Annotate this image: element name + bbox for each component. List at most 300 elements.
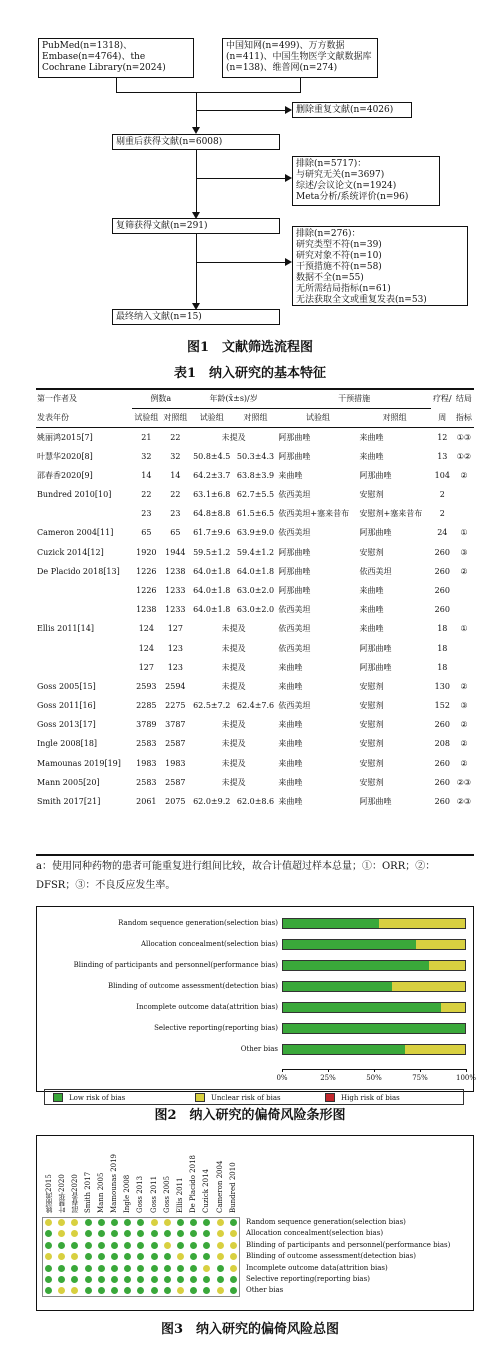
bias-bar-segment-unclear xyxy=(441,1003,465,1012)
table-cell: 64.8±8.8 xyxy=(193,509,231,519)
table-cell: 2594 xyxy=(165,681,186,691)
study-label: Mamounas 2019 xyxy=(110,1153,118,1213)
table-row xyxy=(36,773,474,792)
domain-label: Blinding of outcome assessment(detection bias) xyxy=(246,1252,417,1261)
table-cell: 123 xyxy=(167,662,183,672)
table-cell: 62.4±7.6 xyxy=(236,701,275,711)
table-row xyxy=(36,427,474,446)
connector xyxy=(116,78,117,92)
table-cell: Mamounas 2019[19] xyxy=(37,758,121,768)
table-cell xyxy=(36,638,132,657)
table-cell: 260 xyxy=(434,777,450,787)
table-cell xyxy=(454,658,474,677)
table-cell: 来曲唑 xyxy=(278,681,303,691)
table-cell: ③ xyxy=(460,547,468,557)
flow-box-chinese-databases: 中国知网(n=499)、万方数据(n=411)、中国生物医学文献数据库(n=138)、维普网(n=274) xyxy=(222,38,378,78)
domain-label: Other bias xyxy=(246,1286,284,1295)
table-cell: 依西美坦 xyxy=(278,701,311,711)
table-cell: ③ xyxy=(460,701,468,711)
table-cell: ①③ xyxy=(456,432,472,442)
table-cell: 2583 xyxy=(136,777,157,787)
table-cell: 依西美坦 xyxy=(278,528,311,538)
table-cell: 阿那曲唑 xyxy=(359,662,392,672)
flow-box-english-databases: PubMed(n=1318)、Embase(n=4764)、the Cochrane Library(n=2024) xyxy=(38,38,194,78)
table-cell: 32 xyxy=(170,451,181,461)
bias-bar xyxy=(282,960,466,971)
table-row xyxy=(36,677,474,696)
table-cell: 安慰剂 xyxy=(359,720,384,730)
table-cell: 63.9±9.0 xyxy=(236,528,275,538)
table-row xyxy=(36,562,474,581)
table-cell: 依西美坦 xyxy=(359,566,392,576)
table-cell: 22 xyxy=(141,490,152,500)
table-cell: Ellis 2011[14] xyxy=(37,624,94,634)
table-header-cell: 试验组 xyxy=(277,408,358,427)
table-cell: Ingle 2008[18] xyxy=(37,739,98,749)
table-cell: 邵春香2020[9] xyxy=(37,470,93,480)
bar-chart-area xyxy=(36,906,476,1102)
legend-swatch xyxy=(325,1093,335,1102)
table-cell: 未提及 xyxy=(221,681,246,691)
table-cell: 260 xyxy=(434,585,450,595)
table-cell: 64.0±1.8 xyxy=(236,566,275,576)
study-label: Smith 2017 xyxy=(83,1171,92,1213)
table-cell: 64.2±3.7 xyxy=(193,470,231,480)
table-cell: Bundred 2010[10] xyxy=(37,490,112,500)
table-header-cell: 周 xyxy=(431,408,454,427)
table-header-cell: 试验组 xyxy=(132,408,161,427)
table-cell: Cameron 2004[11] xyxy=(37,528,114,538)
table-cell: 阿那曲唑 xyxy=(359,528,392,538)
table-cell: 18 xyxy=(437,643,448,653)
table-cell: 124 xyxy=(138,643,154,653)
table-cell: Goss 2013[17] xyxy=(37,720,96,730)
table-cell: 来曲唑 xyxy=(278,662,303,672)
table-cell: 14 xyxy=(141,470,152,480)
table-cell: 依西美坦 xyxy=(278,605,311,615)
study-label: 姚丽鸿2015 xyxy=(45,1174,53,1213)
table-cell: 260 xyxy=(434,720,450,730)
table-cell: 1238 xyxy=(136,605,157,615)
flow-box-rescreen: 复筛获得文献(n=291) xyxy=(112,218,280,234)
table-cell: 阿那曲唑 xyxy=(278,585,311,595)
table-cell: ② xyxy=(460,566,468,576)
table-cell: 未提及 xyxy=(221,662,246,672)
arrow-right xyxy=(285,174,292,182)
study-label: Cuzick 2014 xyxy=(202,1169,211,1213)
table-cell: 2587 xyxy=(165,777,186,787)
table-cell: 63.8±3.9 xyxy=(236,470,275,480)
table-cell: 安慰剂+塞来昔布 xyxy=(359,509,423,519)
table-row xyxy=(36,543,474,562)
table-row xyxy=(36,600,474,619)
domain-label: Blinding of participants and personnel(performance bias) xyxy=(246,1240,451,1249)
table-cell: 阿那曲唑 xyxy=(359,643,392,653)
table-row xyxy=(36,715,474,734)
table-cell: 62.7±5.5 xyxy=(236,490,275,500)
study-label: Goss 2011 xyxy=(149,1175,158,1213)
table-cell: 23 xyxy=(141,509,152,519)
connector xyxy=(196,178,286,179)
table-cell: 未提及 xyxy=(221,758,246,768)
x-tick-label: 75% xyxy=(412,1074,428,1082)
table-cell: 未提及 xyxy=(221,643,246,653)
table-cell: 2075 xyxy=(165,797,186,807)
figure-1-caption: 图1 文献筛选流程图 xyxy=(186,340,314,355)
table-cell: ② xyxy=(460,470,468,480)
table-cell: 姚丽鸿2015[7] xyxy=(37,432,93,442)
table-cell: 安慰剂 xyxy=(359,758,384,768)
study-label: 叶慧华2020 xyxy=(58,1174,67,1213)
connector xyxy=(116,92,301,93)
table-cell: 安慰剂 xyxy=(359,681,384,691)
legend-label: Unclear risk of bias xyxy=(211,1093,281,1102)
table-cell: 65 xyxy=(170,528,181,538)
table-cell: 来曲唑 xyxy=(359,605,384,615)
connector xyxy=(196,262,286,263)
table-cell: 64.0±1.8 xyxy=(193,566,231,576)
table-cell: 24 xyxy=(437,528,448,538)
table-cell: 未提及 xyxy=(221,777,246,787)
table-cell: 3787 xyxy=(165,720,186,730)
table-cell: 未提及 xyxy=(221,720,246,730)
bias-bar-segment-low xyxy=(283,940,416,949)
table-cell: 依西美坦 xyxy=(278,624,311,634)
table-cell: 61.7±9.6 xyxy=(193,528,231,538)
study-label: Mann 2005 xyxy=(96,1172,105,1213)
table-cell: 来曲唑 xyxy=(278,739,303,749)
table-cell xyxy=(454,485,474,504)
domain-label: Random sequence generation(selection bias) xyxy=(246,1218,406,1226)
table-cell: 未提及 xyxy=(221,432,246,442)
table-cell: 23 xyxy=(170,509,181,519)
x-tick-label: 0% xyxy=(276,1074,288,1082)
table-cell: 61.5±6.5 xyxy=(236,509,275,519)
table-cell: 来曲唑 xyxy=(359,585,384,595)
arrow-down xyxy=(192,127,200,134)
table-cell: 阿那曲唑 xyxy=(359,797,392,807)
bias-domain-label: Incomplete outcome data(attrition bias) xyxy=(136,1003,278,1011)
table-cell: 152 xyxy=(434,701,450,711)
figure-2-caption: 图2 纳入研究的偏倚风险条形图 xyxy=(154,1108,346,1123)
table-header-cell: 发表年份 xyxy=(36,408,132,427)
x-tick-label: 25% xyxy=(320,1074,336,1082)
domain-label: Incomplete outcome data(attrition bias) xyxy=(246,1263,388,1272)
table-cell: 1983 xyxy=(165,758,186,768)
table-cell: 依西美坦 xyxy=(278,643,311,653)
table-cell: 63.1±6.8 xyxy=(193,490,231,500)
table-row xyxy=(36,658,474,677)
table-cell: ② xyxy=(460,720,468,730)
flow-box-exclusion-1: 排除(n=5717)： 与研究无关(n=3697) 综述/会议论文(n=1924) Meta分析/系统评价(n=96) xyxy=(292,156,440,206)
table-cell: 62.0±8.6 xyxy=(236,797,275,807)
table-cell: 安慰剂 xyxy=(359,739,384,749)
table-row xyxy=(36,581,474,600)
table-cell: 3789 xyxy=(136,720,157,730)
study-label: Goss 2013 xyxy=(136,1175,145,1213)
bias-bar-segment-unclear xyxy=(392,982,465,991)
connector xyxy=(196,234,197,304)
table-header-cell: 指标 xyxy=(454,408,474,427)
study-label: De Placido 2018 xyxy=(189,1155,198,1213)
table-cell: 1233 xyxy=(165,585,186,595)
table-cell: 叶慧华2020[8] xyxy=(37,451,93,461)
table-cell: 64.0±1.8 xyxy=(193,585,231,595)
grid-frame xyxy=(42,1217,240,1297)
table-cell: 来曲唑 xyxy=(278,470,303,480)
bias-domain-label: Other bias xyxy=(240,1045,278,1053)
table-cell: 依西美坦+塞来昔布 xyxy=(278,509,350,519)
x-tick-label: 100% xyxy=(455,1074,476,1082)
table-cell: 2061 xyxy=(136,797,157,807)
bias-bar xyxy=(282,1023,466,1034)
table-cell: ①② xyxy=(456,451,472,461)
table-cell: 62.5±7.2 xyxy=(193,701,231,711)
table-row xyxy=(36,792,474,811)
flow-box-duplicates-removed: 删除重复文献(n=4026) xyxy=(292,102,412,118)
table-cell: Smith 2017[21] xyxy=(37,797,101,807)
table-cell: 130 xyxy=(434,681,450,691)
legend-item-high xyxy=(325,1093,400,1102)
flow-box-final-included: 最终纳入文献(n=15) xyxy=(112,309,280,325)
table-cell: 59.4±1.2 xyxy=(236,547,275,557)
table-cell: 阿那曲唑 xyxy=(278,566,311,576)
table-cell: 2587 xyxy=(165,739,186,749)
bias-bar xyxy=(282,981,466,992)
table-cell: 阿那曲唑 xyxy=(278,547,311,557)
table-cell: 来曲唑 xyxy=(359,624,384,634)
table-header-cell: 第一作者及 xyxy=(37,394,77,404)
table-cell: ① xyxy=(460,528,468,538)
table-cell: 124 xyxy=(138,624,154,634)
table-cell: 18 xyxy=(437,662,448,672)
table-cell: Mann 2005[20] xyxy=(37,777,100,787)
table-cell: 未提及 xyxy=(221,624,246,634)
bias-bar-segment-low xyxy=(283,961,429,970)
bias-bar-segment-low xyxy=(283,982,392,991)
legend-item-unclear xyxy=(195,1093,281,1102)
table-cell: 65 xyxy=(141,528,152,538)
table-header-cell: 疗程/ xyxy=(432,394,452,404)
table-cell xyxy=(36,581,132,600)
table-cell: 21 xyxy=(141,432,152,442)
table-cell: ② xyxy=(460,739,468,749)
study-label: Bundred 2010 xyxy=(228,1162,237,1213)
table-cell xyxy=(36,504,132,523)
legend xyxy=(44,1089,464,1105)
table-header-cell: 年龄(x̄±s)/岁 xyxy=(190,389,278,408)
table-cell: 阿那曲唑 xyxy=(278,432,311,442)
domain-label: Selective reporting(reporting bias) xyxy=(246,1275,370,1283)
bias-domain-label: Selective reporting(reporting bias) xyxy=(154,1024,278,1032)
x-tick xyxy=(374,1069,375,1072)
table-cell: 安慰剂 xyxy=(359,547,384,557)
table-cell: 18 xyxy=(437,624,448,634)
table-cell: 14 xyxy=(170,470,181,480)
table-cell: 64.0±1.8 xyxy=(193,605,231,615)
table-cell: 260 xyxy=(434,605,450,615)
table-cell: 来曲唑 xyxy=(359,432,384,442)
table-cell: 2275 xyxy=(165,701,186,711)
table-row xyxy=(36,504,474,523)
table-cell: Cuzick 2014[12] xyxy=(37,547,104,557)
table-cell: 来曲唑 xyxy=(278,720,303,730)
table-bottom-rule xyxy=(36,854,474,856)
x-tick xyxy=(466,1069,467,1072)
table-1-caption: 表1 纳入研究的基本特征 xyxy=(173,366,327,381)
table-cell: 50.3±4.3 xyxy=(236,451,275,461)
table-cell: 安慰剂 xyxy=(359,701,384,711)
table-cell: 63.0±2.0 xyxy=(236,585,275,595)
legend-swatch xyxy=(53,1093,63,1102)
table-cell: 22 xyxy=(170,432,181,442)
table-cell: 来曲唑 xyxy=(278,797,303,807)
legend-item-low xyxy=(53,1093,125,1102)
table-header-row xyxy=(36,389,474,408)
x-tick xyxy=(420,1069,421,1072)
table-cell: 1920 xyxy=(136,547,157,557)
flow-box-exclusion-2: 排除(n=276)： 研究类型不符(n=39) 研究对象不符(n=10) 干预措施不符(n=58) 数据不全(n=55) 无所需结局指标(n=61) 无法获取全文或重复发表(n=53) xyxy=(292,226,468,306)
table-cell: ②③ xyxy=(456,777,472,787)
bias-domain-label: Random sequence generation(selection bias) xyxy=(118,919,278,927)
table-row xyxy=(36,696,474,715)
bias-bar-segment-unclear xyxy=(379,919,465,928)
table-row xyxy=(36,754,474,773)
table-cell: 260 xyxy=(434,566,450,576)
x-tick xyxy=(328,1069,329,1072)
table-cell: 来曲唑 xyxy=(359,451,384,461)
table-row xyxy=(36,734,474,753)
bias-bar xyxy=(282,1044,466,1055)
table-cell: Goss 2005[15] xyxy=(37,681,96,691)
table-cell: 63.0±2.0 xyxy=(236,605,275,615)
study-label: Cameron 2004 xyxy=(215,1160,224,1213)
bias-bar-segment-unclear xyxy=(416,940,465,949)
table-cell: 32 xyxy=(141,451,152,461)
table-header-cell: 对照组 xyxy=(359,408,431,427)
arrow-right xyxy=(285,106,292,114)
table-cell: 安慰剂 xyxy=(359,777,384,787)
bias-bar-segment-low xyxy=(283,1024,465,1033)
bias-bar-segment-low xyxy=(283,1045,405,1054)
bias-bar xyxy=(282,939,466,950)
table-cell: 127 xyxy=(167,624,183,634)
table-cell: 127 xyxy=(138,662,154,672)
table-cell: 阿那曲唑 xyxy=(359,470,392,480)
table-subheader-row xyxy=(36,408,474,427)
table-cell: 104 xyxy=(434,470,450,480)
summary-grid xyxy=(36,1135,474,1311)
table-cell: ②③ xyxy=(456,797,472,807)
table-cell xyxy=(36,658,132,677)
table-header-cell: 结局 xyxy=(455,394,472,404)
domain-label: Allocation concealment(selection bias) xyxy=(246,1229,384,1238)
bias-bar-segment-unclear xyxy=(429,961,465,970)
bias-domain-label: Blinding of outcome assessment(detection bias) xyxy=(107,982,278,990)
table-footnote: a：使用同种药物的患者可能重复进行组间比较，故合计值超过样本总量；①：ORR；②：DFSR；③：不良反应发生率。 xyxy=(36,861,436,891)
table-cell: 12 xyxy=(437,432,448,442)
table-cell: 依西美坦 xyxy=(278,490,311,500)
table-cell: 2 xyxy=(439,490,445,500)
x-tick xyxy=(282,1069,283,1072)
figure-3-caption: 图3 纳入研究的偏倚风险总图 xyxy=(160,1322,340,1337)
study-label: Ellis 2011 xyxy=(176,1177,184,1213)
bias-bar-segment-low xyxy=(283,919,379,928)
connector xyxy=(300,78,301,92)
table-cell: 2285 xyxy=(136,701,157,711)
table-row xyxy=(36,638,474,657)
table-cell: 来曲唑 xyxy=(278,758,303,768)
connector xyxy=(196,150,197,214)
legend-label: High risk of bias xyxy=(341,1093,400,1102)
table-header-cell: 对照组 xyxy=(234,408,278,427)
bias-bar xyxy=(282,1002,466,1013)
study-label: Goss 2005 xyxy=(162,1175,171,1213)
table-cell: 安慰剂 xyxy=(359,490,384,500)
table-cell: 1233 xyxy=(165,605,186,615)
table-row xyxy=(36,485,474,504)
table-cell: 260 xyxy=(434,797,450,807)
table-cell: ② xyxy=(460,681,468,691)
bias-domain-label: Blinding of participants and personnel(performance bias) xyxy=(73,961,278,969)
table-row xyxy=(36,447,474,466)
table-row xyxy=(36,619,474,638)
table-cell: 2583 xyxy=(136,739,157,749)
table-cell: 1226 xyxy=(136,585,157,595)
table-cell: 来曲唑 xyxy=(278,777,303,787)
legend-label: Low risk of bias xyxy=(69,1093,126,1102)
bias-bar xyxy=(282,918,466,929)
table-cell: 62.0±9.2 xyxy=(193,797,231,807)
table-cell: Goss 2011[16] xyxy=(37,701,96,711)
table-cell: 1238 xyxy=(165,566,186,576)
table-cell: 1226 xyxy=(136,566,157,576)
table-cell xyxy=(454,638,474,657)
table-cell: 123 xyxy=(167,643,183,653)
table-header-cell: 例数a xyxy=(132,389,190,408)
legend-swatch xyxy=(195,1093,205,1102)
table-cell: 208 xyxy=(434,739,450,749)
study-label: 邵春香2020 xyxy=(71,1174,80,1213)
table-cell: 59.5±1.2 xyxy=(193,547,231,557)
bias-domain-label: Allocation concealment(selection bias) xyxy=(140,940,278,948)
bias-bar-segment-low xyxy=(283,1003,441,1012)
table-row xyxy=(36,523,474,542)
flow-box-after-dedup: 剔重后获得文献(n=6008) xyxy=(112,134,280,150)
table-cell: 阿那曲唑 xyxy=(278,451,311,461)
connector xyxy=(196,110,286,111)
table-header-cell: 试验组 xyxy=(190,408,234,427)
x-tick-label: 50% xyxy=(366,1074,382,1082)
table-cell: 未提及 xyxy=(221,739,246,749)
table-cell: 2 xyxy=(439,509,445,519)
table-header-cell: 干预措施 xyxy=(277,389,430,408)
table-cell: 260 xyxy=(434,547,450,557)
table-cell: ① xyxy=(460,624,468,634)
table-header-cell: 对照组 xyxy=(161,408,190,427)
study-label: Ingle 2008 xyxy=(123,1174,132,1213)
table-cell xyxy=(454,600,474,619)
table-cell xyxy=(454,581,474,600)
characteristics-table xyxy=(36,389,474,811)
table-cell: 50.8±4.5 xyxy=(193,451,231,461)
table-cell: De Placido 2018[13] xyxy=(37,566,120,576)
table-cell: 22 xyxy=(170,490,181,500)
table-cell: 1944 xyxy=(165,547,186,557)
table-cell: 2593 xyxy=(136,681,157,691)
table-cell: 1983 xyxy=(136,758,157,768)
table-cell: 13 xyxy=(437,451,448,461)
